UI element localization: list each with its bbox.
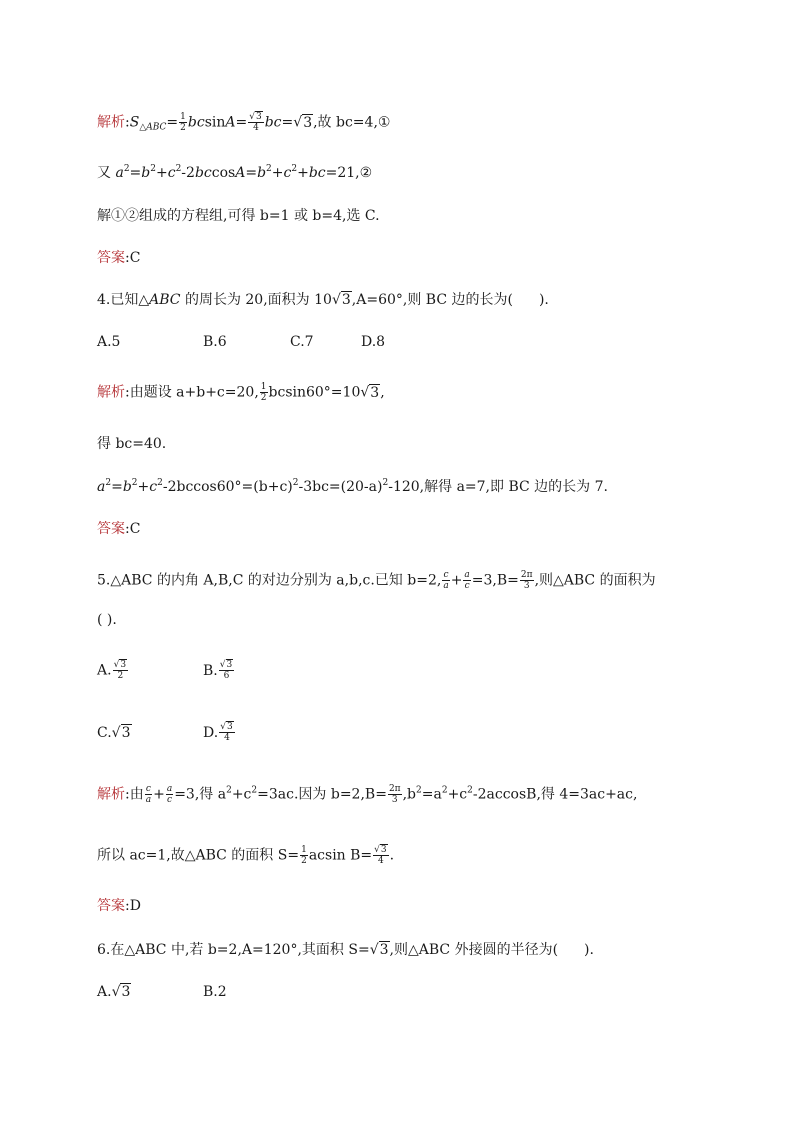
fraction-one-half: $\frac{1}{2}$: [260, 382, 267, 403]
sqrt-3: √3: [369, 942, 389, 958]
question-5-analysis-1: 解析:由 $\frac{c}{a}$ + $\frac{a}{c}$ =3,得 $a^2+c^2=3ac$.因为 b=2,B= $\frac{2\pi}{3}$ $,b^2=a^2+c^2-2accosB$,得 4=3ac+ac,: [97, 784, 638, 805]
sqrt-3: √3: [360, 384, 380, 401]
answer-line-3: 答案:C: [97, 250, 141, 266]
analysis-line-3: 解①②组成的方程组,可得 b=1 或 b=4,选 C.: [97, 208, 380, 224]
sqrt-3: √3: [331, 292, 351, 308]
analysis-line-2: 又 $a^2=b^2+c^2-2bccosA=b^2+c^2+bc=21,②$: [97, 164, 373, 181]
answer-line-5: 答案:D: [97, 898, 141, 914]
option-b: B.6: [203, 334, 227, 350]
option-b: B.2: [203, 984, 227, 1000]
analysis-label: 解析: [97, 114, 125, 131]
answer-label: 答案: [97, 250, 125, 266]
question-4-stem: 4.已知△ABC 的周长为 20,面积为 10√3,A=60°,则 BC 边的长为( ).: [97, 292, 549, 308]
question-5-analysis-2: 所以 ac=1,故△ABC 的面积 S= $\frac{1}{2}$ acsin B= $\frac{√3}{4}$ .: [97, 845, 395, 866]
analysis-line-1: 解析$:S_{\triangle ABC}=$ $\frac{1}{2}$ bcsinA= $\frac{√3}{4}$ bc=√3,故 bc=4,①: [97, 112, 391, 133]
question-4-analysis-3: $a^2=b^2+c^2-2bccos60^\circ=(b+c)^2-3bc=(20-a)^2-120$,解得 a=7,即 BC 边的长为 7.: [97, 478, 608, 495]
option-b: B. $\frac{√3}{6}$: [203, 660, 233, 681]
question-4-options: [97, 332, 385, 352]
fraction-sqrt3-over-4: $\frac{√3}{4}$: [249, 112, 262, 133]
option-c: C.7: [290, 334, 314, 350]
question-5-paren: ( ).: [97, 612, 117, 628]
option-c: C.√3: [97, 724, 131, 741]
question-6-stem: 6.在△ABC 中,若 b=2,A=120°,其面积 S=√3,则△ABC 外接圆的半径为( ).: [97, 942, 594, 958]
question-6-options: [97, 982, 227, 1002]
option-d: D. $\frac{√3}{4}$: [203, 722, 233, 743]
fraction-one-half: $\frac{1}{2}$: [180, 112, 186, 133]
question-4-analysis-2: 得 bc=40.: [97, 436, 167, 452]
question-5-stem: 5.△ABC 的内角 A,B,C 的对边分别为 a,b,c.已知 b=2, $\frac{c}{a}$ + $\frac{a}{c}$ =3,B= $\frac{2\pi}{3}$ ,则△ABC 的面积为: [97, 570, 656, 591]
option-a: A.5: [97, 334, 121, 350]
sqrt-3: √3: [293, 114, 313, 131]
question-5-options-ab: [97, 660, 235, 681]
question-4-analysis-1: 解析:由题设 a+b+c=20, $\frac{1}{2}$ bcsin60°=10√3,: [97, 382, 385, 403]
option-a: A.√3: [97, 984, 131, 1000]
answer-line-4: 答案:C: [97, 521, 141, 537]
question-5-options-cd: [97, 722, 236, 743]
option-a: A. $\frac{√3}{2}$: [97, 660, 127, 681]
option-d: D.8: [361, 334, 386, 350]
